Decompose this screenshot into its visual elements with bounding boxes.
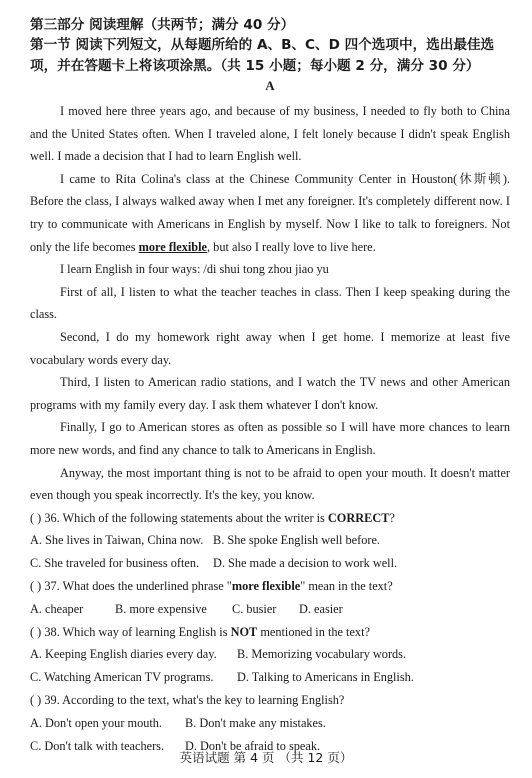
question-36-options-row-2 xyxy=(30,552,510,575)
option-c[interactable]: C. Watching American TV programs. xyxy=(30,670,214,685)
question-37-stem: ( ) 37. What does the underlined phrase " xyxy=(30,579,232,594)
question-37-suffix: " mean in the text? xyxy=(300,579,393,594)
question-36-suffix: ? xyxy=(389,510,395,525)
question-38-stem: ( ) 38. Which way of learning English is xyxy=(30,624,231,639)
question-37-options-row xyxy=(30,598,510,621)
option-a[interactable]: A. Don't open your mouth. xyxy=(30,715,163,730)
option-a[interactable]: A. She lives in Taiwan, China now. xyxy=(30,533,204,548)
passage-paragraph-1: I moved here three years ago, and because of my business, I needed to fly both to China and the United States often. When I traveled alone, I felt lonely because I didn't speak English well. I made a decision that I had to learn English well. xyxy=(30,104,510,164)
reading-passage xyxy=(30,100,510,507)
question-39-stem: ( ) 39. According to the text, what's the key to learning English? xyxy=(30,693,345,708)
option-b[interactable]: B. more expensive xyxy=(115,601,207,616)
paragraph-2-start: I came to Rita Colina's class at the Chinese Community Center in Houston(休斯顿). Before the class, I always walked away when I met any foreigner. It's completely different now. I try to communicate with Americans in English by myself. Now I like to talk to foreigners. Not only the life becomes xyxy=(30,171,510,254)
option-b[interactable]: B. She spoke English well before. xyxy=(213,533,381,548)
passage-paragraph-7: Finally, I go to American stores as often as possible so I will have more chances to learn more new words, and find any chance to talk to Americans in English. xyxy=(30,420,510,457)
question-37-emphasis: more flexible xyxy=(231,579,301,594)
page-footer: 英语试题 第 4 页 （共 12 页） xyxy=(179,750,353,765)
option-a[interactable]: A. Keeping English diaries every day. xyxy=(30,647,217,662)
option-d[interactable]: D. Don't be afraid to speak. xyxy=(185,738,321,753)
option-b[interactable]: B. Don't make any mistakes. xyxy=(185,715,326,730)
option-d[interactable]: D. Talking to Americans in English. xyxy=(237,670,414,685)
option-d[interactable]: D. easier xyxy=(299,601,343,616)
question-36 xyxy=(30,507,510,530)
question-38-options-row-2 xyxy=(30,666,510,689)
passage-paragraph-8: Anyway, the most important thing is not to be afraid to open your mouth. It doesn't matter even though you speak incorrectly. It's the key, you know. xyxy=(30,465,510,503)
option-c[interactable]: C. She traveled for business often. xyxy=(30,556,200,571)
passage-paragraph-6: Third, I listen to American radio stations, and I watch the TV news and other American programs with my family every day. I ask them whatever I don't know. xyxy=(30,375,510,412)
question-38-options-row-1 xyxy=(30,643,510,666)
option-b[interactable]: B. Memorizing vocabulary words. xyxy=(237,647,407,662)
paragraph-2-end: , but also I really love to live here. xyxy=(207,239,376,254)
option-a[interactable]: A. cheaper xyxy=(30,601,84,616)
question-36-options-row-1 xyxy=(30,529,510,552)
passage-paragraph-4: First of all, I listen to what the teacher teaches in class. Then I keep speaking during the class. xyxy=(30,284,510,322)
passage-paragraph-3: I learn English in four ways: /di shui tong zhou jiao yu xyxy=(60,262,329,277)
option-d[interactable]: D. She made a decision to work well. xyxy=(213,556,398,571)
passage-paragraph-5: Second, I do my homework right away when I get home. I memorize at least five vocabulary words every day. xyxy=(30,329,510,367)
question-36-emphasis: CORRECT xyxy=(327,510,390,525)
passage-letter: A xyxy=(265,78,275,93)
passage-paragraph-2 xyxy=(30,168,510,258)
question-39 xyxy=(30,689,510,712)
question-37 xyxy=(30,575,510,598)
question-38-suffix: mentioned in the text? xyxy=(257,624,370,639)
part-title: 第三部分 阅读理解（共两节；满分 40 分） xyxy=(30,17,295,33)
section-instruction: 第一节 阅读下列短文，从每题所给的 A、B、C、D 四个选项中，选出最佳选项，并在答题卡上将该项涂黑。（共 15 小题；每小题 2 分，满分 30 分） xyxy=(30,37,495,74)
option-c[interactable]: C. busier xyxy=(232,601,277,616)
question-36-stem: ( ) 36. Which of the following statements about the writer is xyxy=(30,510,328,525)
questions-block xyxy=(30,507,510,758)
option-c[interactable]: C. Don't talk with teachers. xyxy=(30,738,165,753)
question-38-emphasis: NOT xyxy=(230,624,258,639)
underlined-phrase: more flexible xyxy=(138,239,208,254)
question-39-options-row-1 xyxy=(30,712,510,735)
question-38 xyxy=(30,621,510,644)
